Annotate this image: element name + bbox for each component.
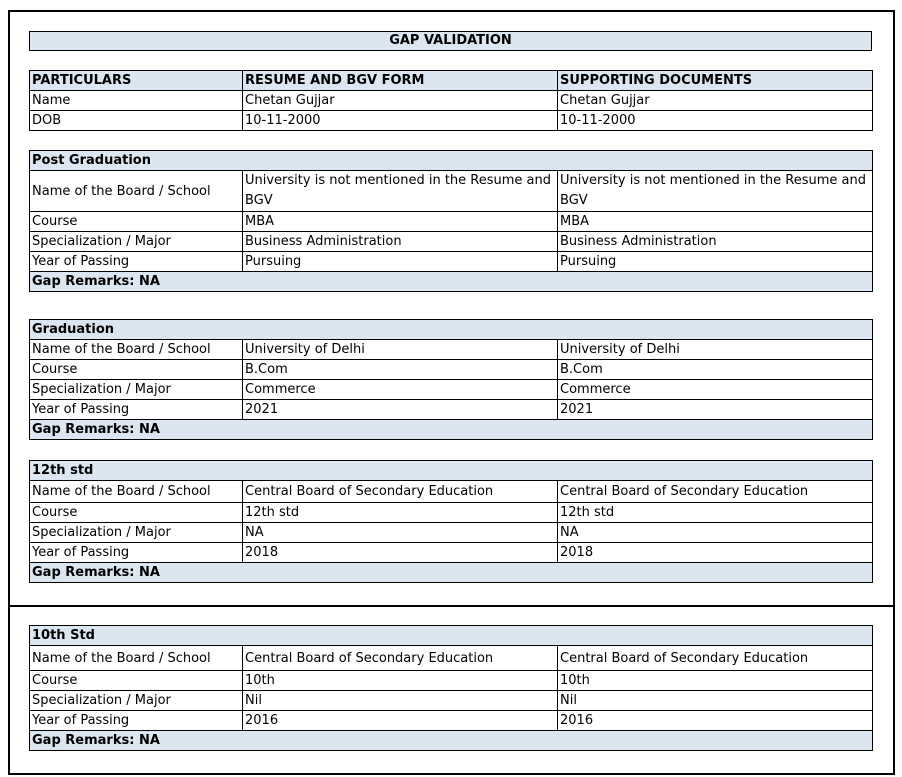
docs-value: Nil <box>558 691 873 711</box>
gap-remarks: Gap Remarks: NA <box>30 563 873 583</box>
column-header-resume: RESUME AND BGV FORM <box>243 71 558 91</box>
particulars-table <box>29 70 873 131</box>
docs-value: University is not mentioned in the Resume and BGV <box>558 171 873 212</box>
row-label: Specialization / Major <box>30 691 243 711</box>
section-12th-std <box>29 460 873 583</box>
resume-value: Business Administration <box>243 232 558 252</box>
row-label: Name of the Board / School <box>30 481 243 503</box>
docs-value: Business Administration <box>558 232 873 252</box>
docs-value: 12th std <box>558 503 873 523</box>
row-label: Specialization / Major <box>30 232 243 252</box>
row-label: Name of the Board / School <box>30 646 243 671</box>
resume-value: 2018 <box>243 543 558 563</box>
column-header-particulars: PARTICULARS <box>30 71 243 91</box>
resume-value: 12th std <box>243 503 558 523</box>
resume-value: 10th <box>243 671 558 691</box>
resume-value: NA <box>243 523 558 543</box>
table-row <box>30 523 873 543</box>
docs-value: Central Board of Secondary Education <box>558 481 873 503</box>
resume-value: Central Board of Secondary Education <box>243 481 558 503</box>
docs-value: Central Board of Secondary Education <box>558 646 873 671</box>
docs-value: Pursuing <box>558 252 873 272</box>
docs-value: MBA <box>558 212 873 232</box>
row-label: DOB <box>30 111 243 131</box>
section-post-graduation <box>29 150 873 292</box>
table-row <box>30 711 873 731</box>
resume-value: 2021 <box>243 400 558 420</box>
header-row <box>30 71 873 91</box>
docs-value: NA <box>558 523 873 543</box>
resume-value: Chetan Gujjar <box>243 91 558 111</box>
section-heading: 10th Std <box>30 626 873 646</box>
resume-value: University of Delhi <box>243 340 558 360</box>
table-row <box>30 91 873 111</box>
row-label: Name of the Board / School <box>30 340 243 360</box>
gap-remarks: Gap Remarks: NA <box>30 731 873 751</box>
row-label: Course <box>30 671 243 691</box>
section-heading: Graduation <box>30 320 873 340</box>
resume-value: MBA <box>243 212 558 232</box>
table-row <box>30 543 873 563</box>
row-label: Year of Passing <box>30 543 243 563</box>
docs-value: 2021 <box>558 400 873 420</box>
docs-value: 2016 <box>558 711 873 731</box>
docs-value: Commerce <box>558 380 873 400</box>
row-label: Course <box>30 360 243 380</box>
table-row <box>30 111 873 131</box>
resume-value: 10-11-2000 <box>243 111 558 131</box>
table-row <box>30 646 873 671</box>
resume-value: University is not mentioned in the Resume and BGV <box>243 171 558 212</box>
row-label: Year of Passing <box>30 711 243 731</box>
section-10th-std <box>29 625 873 751</box>
table-row <box>30 671 873 691</box>
table-row <box>30 481 873 503</box>
row-label: Year of Passing <box>30 400 243 420</box>
table-row <box>30 503 873 523</box>
row-label: Name of the Board / School <box>30 171 243 212</box>
docs-value: University of Delhi <box>558 340 873 360</box>
column-header-docs: SUPPORTING DOCUMENTS <box>558 71 873 91</box>
table-row <box>30 380 873 400</box>
gap-remarks: Gap Remarks: NA <box>30 272 873 292</box>
page-title: GAP VALIDATION <box>29 31 872 51</box>
row-label: Course <box>30 503 243 523</box>
table-row <box>30 400 873 420</box>
docs-value: B.Com <box>558 360 873 380</box>
resume-value: B.Com <box>243 360 558 380</box>
docs-value: 10th <box>558 671 873 691</box>
row-label: Name <box>30 91 243 111</box>
table-row <box>30 340 873 360</box>
section-graduation <box>29 319 873 440</box>
resume-value: Central Board of Secondary Education <box>243 646 558 671</box>
table-row <box>30 252 873 272</box>
gap-remarks: Gap Remarks: NA <box>30 420 873 440</box>
docs-value: 10-11-2000 <box>558 111 873 131</box>
table-row <box>30 232 873 252</box>
row-label: Course <box>30 212 243 232</box>
row-label: Specialization / Major <box>30 523 243 543</box>
section-heading: 12th std <box>30 461 873 481</box>
section-heading: Post Graduation <box>30 151 873 171</box>
resume-value: Nil <box>243 691 558 711</box>
row-label: Year of Passing <box>30 252 243 272</box>
resume-value: Commerce <box>243 380 558 400</box>
table-row <box>30 212 873 232</box>
docs-value: Chetan Gujjar <box>558 91 873 111</box>
table-row <box>30 360 873 380</box>
docs-value: 2018 <box>558 543 873 563</box>
table-row <box>30 171 873 212</box>
row-label: Specialization / Major <box>30 380 243 400</box>
table-row <box>30 691 873 711</box>
resume-value: 2016 <box>243 711 558 731</box>
resume-value: Pursuing <box>243 252 558 272</box>
